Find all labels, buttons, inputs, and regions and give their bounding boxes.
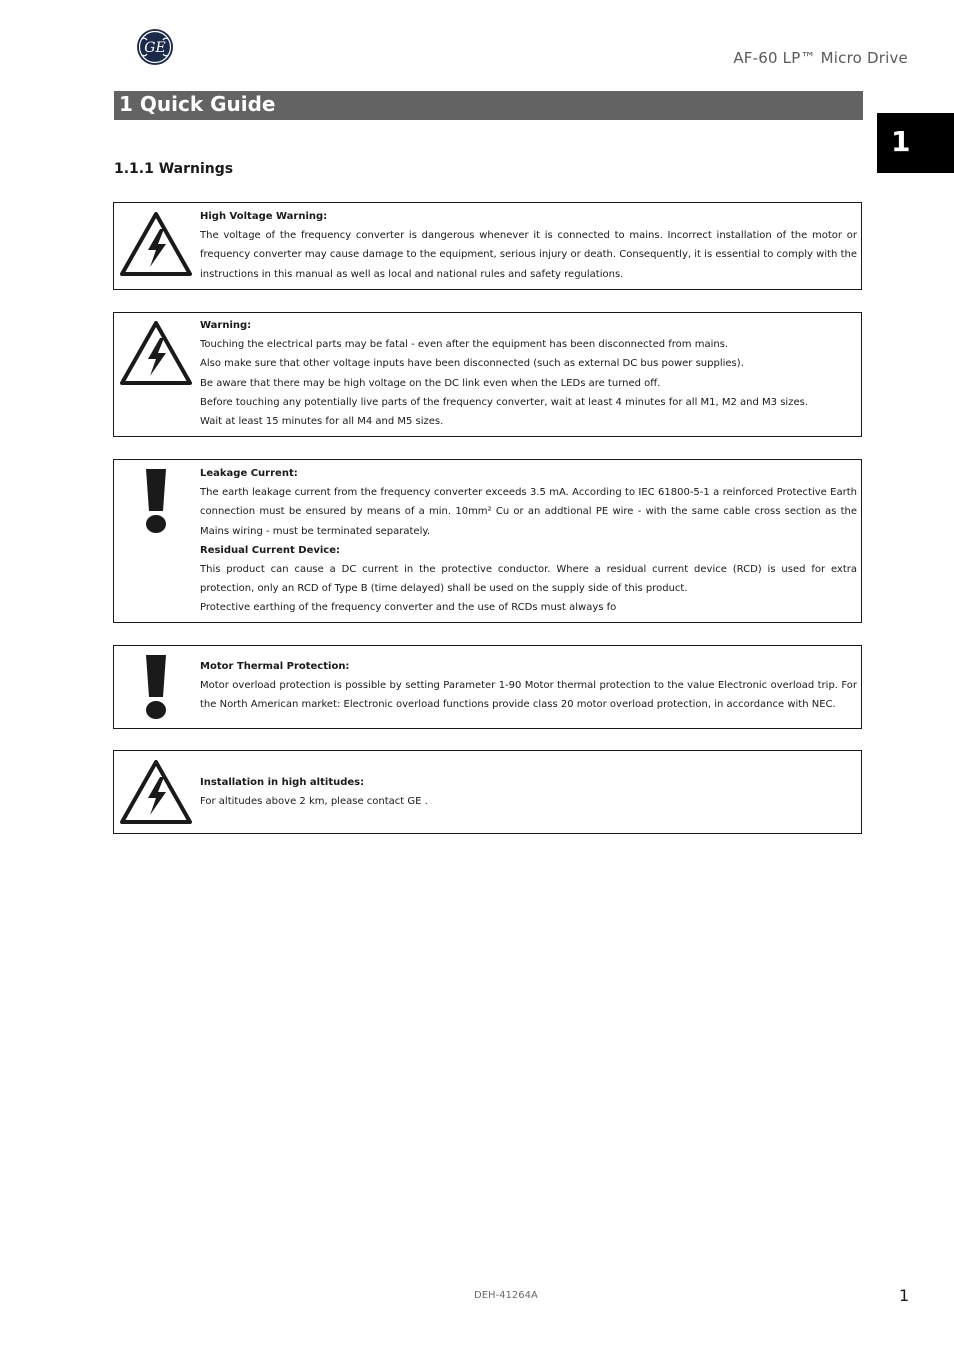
warning-text: This product can cause a DC current in the protective conductor. Where a residual current device (RCD) is used for extra protection, only an RCD of Type B (time delayed) shall be used on the supply side of this product. <box>200 564 857 595</box>
warning-label: High Voltage Warning: <box>200 211 328 222</box>
page-number: 1 <box>899 1286 910 1305</box>
warning-box-electrical <box>113 312 862 437</box>
document-code: DEH-41264A <box>474 1290 538 1301</box>
chapter-thumb-tab <box>877 113 954 173</box>
ge-monogram-logo-icon <box>136 28 174 66</box>
exclamation-caution-icon <box>142 654 170 724</box>
warning-text: For altitudes above 2 km, please contact GE . <box>200 796 428 808</box>
warning-text: Before touching any potentially live parts of the frequency converter, wait at least 4 minutes for all M1, M2 and M3 sizes. <box>200 396 808 408</box>
ge-logo <box>136 28 174 66</box>
warning-label: Warning: <box>200 320 252 331</box>
warning-box-high-voltage <box>113 202 862 290</box>
document-title: AF-60 LP™ Micro Drive <box>733 49 908 67</box>
warning-label: Leakage Current: <box>200 468 298 479</box>
logo-text: GE <box>144 40 166 56</box>
warning-box-high-altitudes <box>113 750 862 834</box>
warning-text: Protective earthing of the frequency converter and the use of RCDs must always fo <box>200 602 617 614</box>
warning-text: Motor overload protection is possible by setting Parameter 1-90 Motor thermal protection to the value Electronic overload trip. For the North American market: Electronic overload functions provide class 20 motor overload protection, in accordance with NEC. <box>200 680 857 711</box>
high-voltage-warning-icon <box>119 759 193 829</box>
chapter-title: 1 Quick Guide <box>119 92 276 116</box>
section-heading: 1.1.1 Warnings <box>114 161 234 177</box>
chapter-heading-bar <box>114 91 863 120</box>
warning-text: Be aware that there may be high voltage on the DC link even when the LEDs are turned off. <box>200 377 661 389</box>
high-voltage-warning-icon <box>119 211 193 281</box>
warning-label: Motor Thermal Protection: <box>200 661 350 672</box>
warning-text: Touching the electrical parts may be fatal - even after the equipment has been disconnected from mains. <box>200 339 729 351</box>
warning-text: The earth leakage current from the frequency converter exceeds 3.5 mA. According to IEC 61800-5-1 a reinforced Protective Earth connection must be ensured by means of a min. 10mm² Cu or an addtional PE wire - with the same cable cross section as the Mains wiring - must be terminated separately. <box>200 487 857 537</box>
exclamation-caution-icon <box>142 468 170 538</box>
high-voltage-warning-icon <box>119 320 193 390</box>
warning-box-motor-thermal <box>113 645 862 729</box>
warning-sublabel: Residual Current Device: <box>200 544 341 556</box>
warning-text: Also make sure that other voltage inputs have been disconnected (such as external DC bus power supplies). <box>200 358 744 370</box>
warning-box-leakage-current <box>113 459 862 623</box>
warning-text: Wait at least 15 minutes for all M4 and M5 sizes. <box>200 416 444 428</box>
chapter-tab-number: 1 <box>891 125 911 158</box>
warning-label: Installation in high altitudes: <box>200 777 365 788</box>
warning-text: The voltage of the frequency converter is dangerous whenever it is connected to mains. Incorrect installation of the motor or frequency converter may cause damage to the equipment, serious injury or death. Consequently, it is essential to comply with the instructions in this manual as well as local and national rules and safety regulations. <box>200 230 857 280</box>
